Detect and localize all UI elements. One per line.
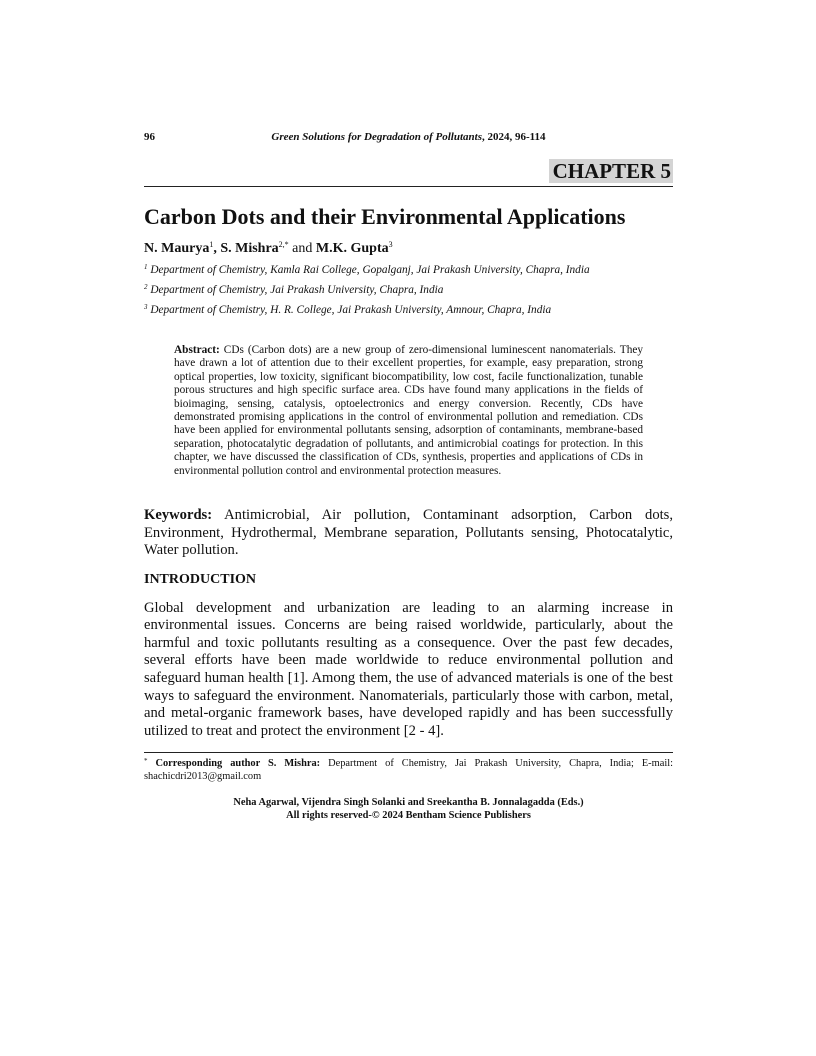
affiliation [144,300,673,320]
author-name: N. Maurya [144,241,210,256]
editors-line: Neha Agarwal, Vijendra Singh Solanki and Sreekantha B. Jonnalagadda (Eds.) [233,796,584,808]
body-paragraph: Global development and urbanization are leading to an alarming increase in environmental issues. Concerns are being raised worldwide, particularly, about the harmful and toxic pollutants resulting as a consequence. Over the past few decades, several efforts have been made worldwide to reduce environmental pollution and safeguard human health [1]. Among them, the use of advanced materials is one of the best ways to safeguard the environment. Nanomaterials, particularly those with carbon, metal, and metal-organic framework bases, have developed rapidly and has been successfully utilized to treat and protect the environment [2 - 4]. [144,599,673,739]
footnote [144,758,673,783]
affiliation-text: Department of Chemistry, Kamla Rai College, Gopalganj, Jai Prakash University, Chapra, India [147,264,590,276]
keywords [144,507,673,560]
chapter-row [144,159,673,185]
affiliation [144,280,673,300]
footnote-rule [144,752,673,753]
keywords-text: Antimicrobial, Air pollution, Contaminant adsorption, Carbon dots, Environment, Hydrothermal, Membrane separation, Pollutants sensing, Photocatalytic, Water pollution. [144,507,673,559]
affiliation [144,260,673,280]
chapter-label: CHAPTER 5 [549,159,673,183]
affiliation-list [144,260,673,320]
affiliation-number: 1 [144,263,148,271]
author-affiliation-mark: 3 [388,240,393,249]
affiliation-text: Department of Chemistry, Jai Prakash University, Chapra, India [147,284,444,296]
abstract-text: CDs (Carbon dots) are a new group of zero-dimensional luminescent nanomaterials. They have drawn a lot of attention due to their excellent properties, for example, easy preparation, strong optical properties, low toxicity, significant biocompatibility, low cost, facile functionalization, tunable porous structures and high specific surface area. CDs have found many applications in the fields of bioimaging, sensing, catalysis, optoelectronics and energy conversion. Recently, CDs have demonstrated promising applications in the control of environmental pollution and remediation. CDs have been applied for environmental pollutants sensing, adsorption of contaminants, membrane-based separation, photocatalytic degradation of pollutants, and antimicrobial coatings for protection. In this chapter, we have discussed the classification of CDs, synthesis, properties and applications of CDs in environmental pollution control and environmental protection measures. [174,344,643,477]
page [144,131,673,822]
journal-details: , 2024, 96-114 [482,131,546,143]
abstract [174,344,643,478]
author-name: S. Mishra [220,241,279,256]
section-heading-introduction: INTRODUCTION [144,571,257,587]
footnote-mark: * [144,757,148,766]
author-name: M.K. Gupta [315,241,389,256]
paper-title: Carbon Dots and their Environmental Applications [144,204,626,229]
author-separator: and [288,241,316,256]
author-affiliation-mark: 2,* [278,240,289,249]
affiliation-number: 3 [144,303,148,311]
journal-title: Green Solutions for Degradation of Pollutants [271,131,482,143]
affiliation-text: Department of Chemistry, H. R. College, Jai Prakash University, Amnour, Chapra, India [147,304,552,316]
author-affiliation-mark: 1 [209,240,214,249]
header-rule [144,186,673,187]
journal-citation [144,131,673,143]
affiliation-number: 2 [144,283,148,291]
author-separator: , [213,241,221,256]
footnote-label: Corresponding author S. Mishra: [147,758,321,770]
abstract-label: Abstract: [174,344,220,356]
running-head [144,131,673,147]
copyright-line: All rights reserved-© 2024 Bentham Science Publishers [286,809,531,821]
publisher-credits [144,797,673,822]
keywords-label: Keywords: [144,507,213,524]
footnote-text: Department of Chemistry, Jai Prakash University, Chapra, India; E-mail: shachicdri2013@gmail.com [144,758,674,782]
page-number: 96 [144,131,155,143]
author-list [144,240,673,258]
